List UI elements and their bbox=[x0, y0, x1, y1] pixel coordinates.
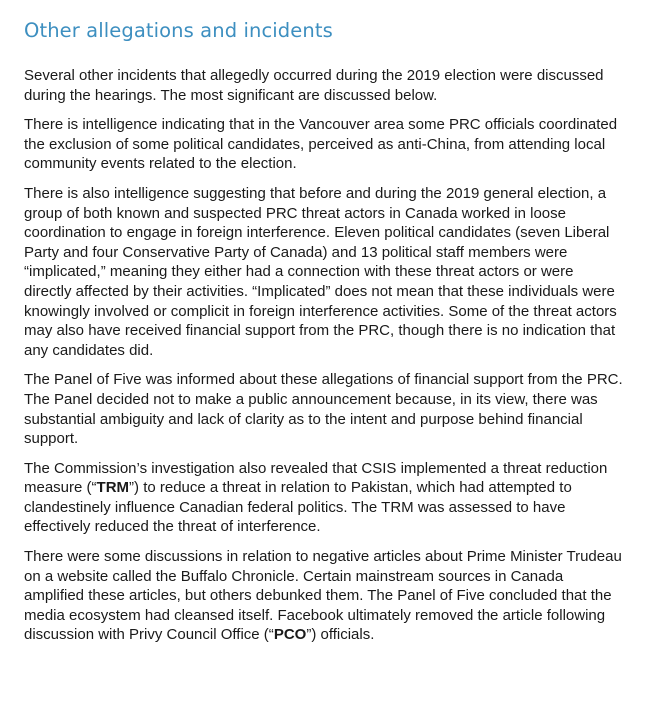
paragraph-intro: Several other incidents that allegedly occurred during the 2019 election were discussed during the hearings. The most significant are discussed below. bbox=[24, 67, 604, 104]
paragraph-buffalo-text-after: ”) officials. bbox=[306, 626, 375, 644]
paragraph-trm-text-after: ”) to reduce a threat in relation to Pakistan, which had attempted to clandestinely influence Canadian federal politics. The TRM was assessed to have effectively reduced the threat of interference. bbox=[24, 479, 572, 536]
paragraph-trm-text-before: The Commission’s investigation also revealed that CSIS implemented a threat reduction measure (“ bbox=[24, 459, 608, 497]
paragraph-threat-actors: There is also intelligence suggesting that before and during the 2019 general election, a group of both known and suspected PRC threat actors in Canada worked in loose coordination to engage in foreign interference. Eleven political candidates (seven Liberal Party and four Conservative Party of Canada) and 13 political staff members were “implicated,” meaning they either had a connection with these threat actors or were directly affected by their activities. “Implicated” does not mean that these individuals were knowingly involved or complicit in foreign interference activities. Some of the threat actors may also have received financial support from the PRC, though there is no indication that any candidates did. bbox=[24, 184, 617, 359]
paragraph-buffalo-text-before: There were some discussions in relation to negative articles about Prime Minister Trudeau on a website called the Buffalo Chronicle. Certain mainstream sources in Canada amplified these articles, but others debunked them. The Panel of Five concluded that the media ecosystem had cleansed itself. Facebook ultimately removed the article following discussion with Privy Council Office (“ bbox=[24, 548, 622, 644]
paragraph-vancouver: There is intelligence indicating that in the Vancouver area some PRC officials coordinated the exclusion of some political candidates, perceived as anti-China, from attending local community events related to the election. bbox=[24, 116, 618, 173]
trm-abbreviation: TRM bbox=[96, 479, 130, 497]
document-page bbox=[24, 18, 624, 655]
section-heading: Other allegations and incidents bbox=[24, 19, 333, 42]
paragraph-buffalo-chronicle bbox=[24, 547, 624, 645]
paragraph-panel-of-five: The Panel of Five was informed about these allegations of financial support from the PRC. The Panel decided not to make a public announcement because, in its view, there was substantial ambiguity and lack of clarity as to the intent and purpose behind financial support. bbox=[24, 371, 623, 448]
pco-abbreviation: PCO bbox=[273, 626, 307, 644]
paragraph-trm bbox=[24, 459, 624, 537]
